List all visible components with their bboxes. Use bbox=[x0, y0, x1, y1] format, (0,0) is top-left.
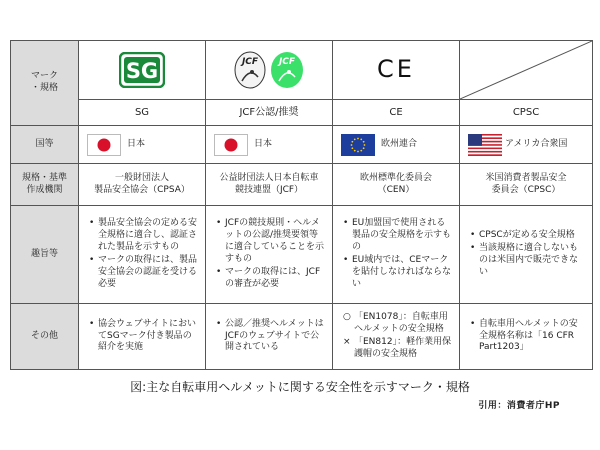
country-name: アメリカ合衆国 bbox=[505, 138, 568, 149]
list-item: • 自転車用ヘルメットの安全規格名称は「16 CFR Part1203」 bbox=[470, 319, 586, 355]
col-name-sg: SG bbox=[79, 100, 206, 126]
list-item: • マークの取得には、JCFの審査が必要 bbox=[216, 267, 326, 291]
svg-text:JCF: JCF bbox=[241, 57, 259, 67]
eu-star bbox=[354, 138, 356, 140]
figure-caption: 図:主な自転車用ヘルメットに関する安全性を示すマーク・規格 bbox=[130, 380, 470, 394]
list-item: • CPSCが定める安全規格 bbox=[470, 230, 586, 242]
eu-star bbox=[364, 144, 366, 146]
jcf-recommended-logo bbox=[270, 51, 304, 89]
purpose-cpsc bbox=[460, 206, 593, 304]
list-item: • 公認／推奨ヘルメットはJCFのウェブサイトで公開されている bbox=[216, 319, 326, 355]
other-sg bbox=[79, 304, 206, 370]
eu-flag-icon bbox=[341, 134, 375, 156]
us-stripe bbox=[468, 147, 502, 149]
purpose-jcf bbox=[206, 206, 333, 304]
japan-flag-icon bbox=[87, 134, 121, 156]
purpose-ce bbox=[333, 206, 460, 304]
row-label-purpose: 趣旨等 bbox=[11, 206, 79, 304]
row-label-other: その他 bbox=[11, 304, 79, 370]
list-item: • EU域内では、CEマークを貼付しなければならない bbox=[343, 255, 453, 291]
list-item: × 「EN812」：軽作業用保護帽の安全規格 bbox=[343, 337, 453, 361]
list-item: • JCFの競技規則・ヘルメットの公認/推奨要領等に適合していることを示すもの bbox=[216, 218, 326, 266]
other-ce bbox=[333, 304, 460, 370]
country-cpsc bbox=[460, 126, 593, 164]
jcf-mark-cell bbox=[206, 41, 333, 100]
us-flag-icon bbox=[468, 134, 502, 156]
row-label-mark: マーク ・規格 bbox=[11, 41, 79, 126]
eu-star bbox=[360, 149, 362, 151]
list-item: • マークの取得には、製品安全協会の認証を受ける必要 bbox=[89, 255, 199, 291]
us-stripe bbox=[468, 145, 502, 147]
eu-star bbox=[351, 144, 353, 146]
ce-logo: CE bbox=[377, 55, 415, 84]
eu-star bbox=[357, 137, 359, 139]
org-sg: 一般財団法人 製品安全協会（CPSA） bbox=[79, 164, 206, 206]
purpose-sg bbox=[79, 206, 206, 304]
us-stripe bbox=[468, 149, 502, 151]
list-item: • 製品安全協会の定める安全規格に適合し、認証された製品を示すもの bbox=[89, 218, 199, 254]
sg-logo bbox=[119, 52, 165, 88]
svg-text:JCF: JCF bbox=[278, 57, 296, 67]
org-cpsc: 米国消費者製品安全 委員会（CPSC） bbox=[460, 164, 593, 206]
japan-flag-icon bbox=[214, 134, 248, 156]
eu-star bbox=[354, 149, 356, 151]
org-ce: 欧州標準化委員会 （CEN） bbox=[333, 164, 460, 206]
row-label-org: 規格・基準 作成機関 bbox=[11, 164, 79, 206]
sg-mark-cell bbox=[79, 41, 206, 100]
eu-star bbox=[351, 140, 353, 142]
eu-star bbox=[363, 147, 365, 149]
diagonal-line bbox=[460, 41, 592, 99]
col-name-jcf: JCF公認/推奨 bbox=[206, 100, 333, 126]
eu-star bbox=[363, 140, 365, 142]
country-sg bbox=[79, 126, 206, 164]
ce-mark-cell bbox=[333, 41, 460, 100]
cpsc-mark-cell bbox=[460, 41, 593, 100]
country-jcf bbox=[206, 126, 333, 164]
col-name-cpsc: CPSC bbox=[460, 100, 593, 126]
country-name: 日本 bbox=[254, 138, 273, 149]
marks-table bbox=[10, 40, 593, 370]
eu-star bbox=[357, 150, 359, 152]
other-jcf bbox=[206, 304, 333, 370]
us-stripe bbox=[468, 150, 502, 152]
list-item: • EU加盟国で使用される製品の安全規格を示すもの bbox=[343, 218, 453, 254]
list-item: • 当該規格に適合しないものは米国内で販売できない bbox=[470, 243, 586, 279]
eu-star bbox=[360, 138, 362, 140]
us-stripe bbox=[468, 154, 502, 156]
country-name: 欧州連合 bbox=[381, 138, 418, 149]
eu-star bbox=[351, 147, 353, 149]
us-canton bbox=[468, 134, 482, 146]
other-cpsc bbox=[460, 304, 593, 370]
country-ce bbox=[333, 126, 460, 164]
col-name-ce: CE bbox=[333, 100, 460, 126]
jcf-official-logo bbox=[234, 51, 266, 89]
country-name: 日本 bbox=[127, 138, 146, 149]
row-label-country: 国等 bbox=[11, 126, 79, 164]
list-item: • 協会ウェブサイトにおいてSGマーク付き製品の紹介を実施 bbox=[89, 319, 199, 355]
list-item: ○ 「EN1078」：自転車用ヘルメットの安全規格 bbox=[343, 312, 453, 336]
us-stripe bbox=[468, 152, 502, 154]
svg-text:SG: SG bbox=[125, 59, 159, 83]
source-credit: 引用：消費者庁HP bbox=[478, 401, 560, 411]
org-jcf: 公益財団法人日本自転車 競技連盟（JCF） bbox=[206, 164, 333, 206]
